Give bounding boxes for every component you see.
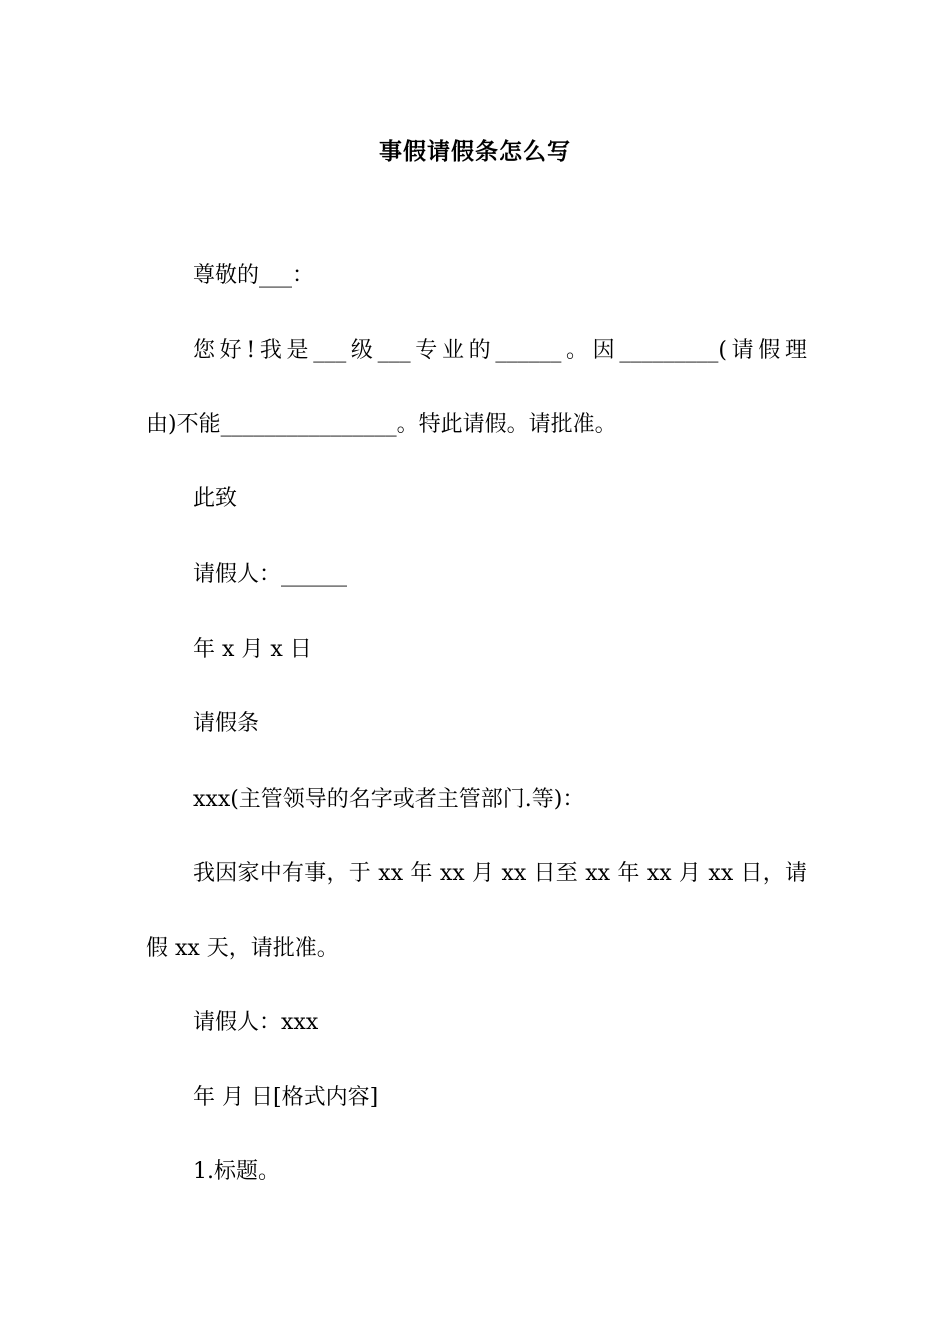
date-line: 年 x 月 x 日 [193, 637, 312, 662]
list-item: 1.标题。 [193, 1159, 280, 1184]
closing-line: 此致 [193, 486, 238, 511]
applicant-line: 请假人：______ [193, 562, 348, 587]
applicant-line-2: 请假人：xxx [193, 1010, 319, 1035]
body-line-4: 假 xx 天，请批准。 [146, 936, 339, 961]
date-format-line: 年 月 日[格式内容] [193, 1085, 379, 1110]
body-line-2: 由)不能________________。特此请假。请批准。 [146, 412, 617, 437]
body-line-3: 我因家中有事，于 xx 年 xx 月 xx 日至 xx 年 xx 月 xx 日，请 [193, 861, 807, 886]
addressee-line: xxx(主管领导的名字或者主管部门.等)： [193, 787, 585, 812]
page-title: 事假请假条怎么写 [379, 138, 571, 165]
body-line-1: 您好!我是___级___专业的______。因_________(请假理 [193, 338, 807, 363]
section-heading: 请假条 [193, 711, 260, 736]
salutation-line: 尊敬的___： [193, 263, 315, 288]
